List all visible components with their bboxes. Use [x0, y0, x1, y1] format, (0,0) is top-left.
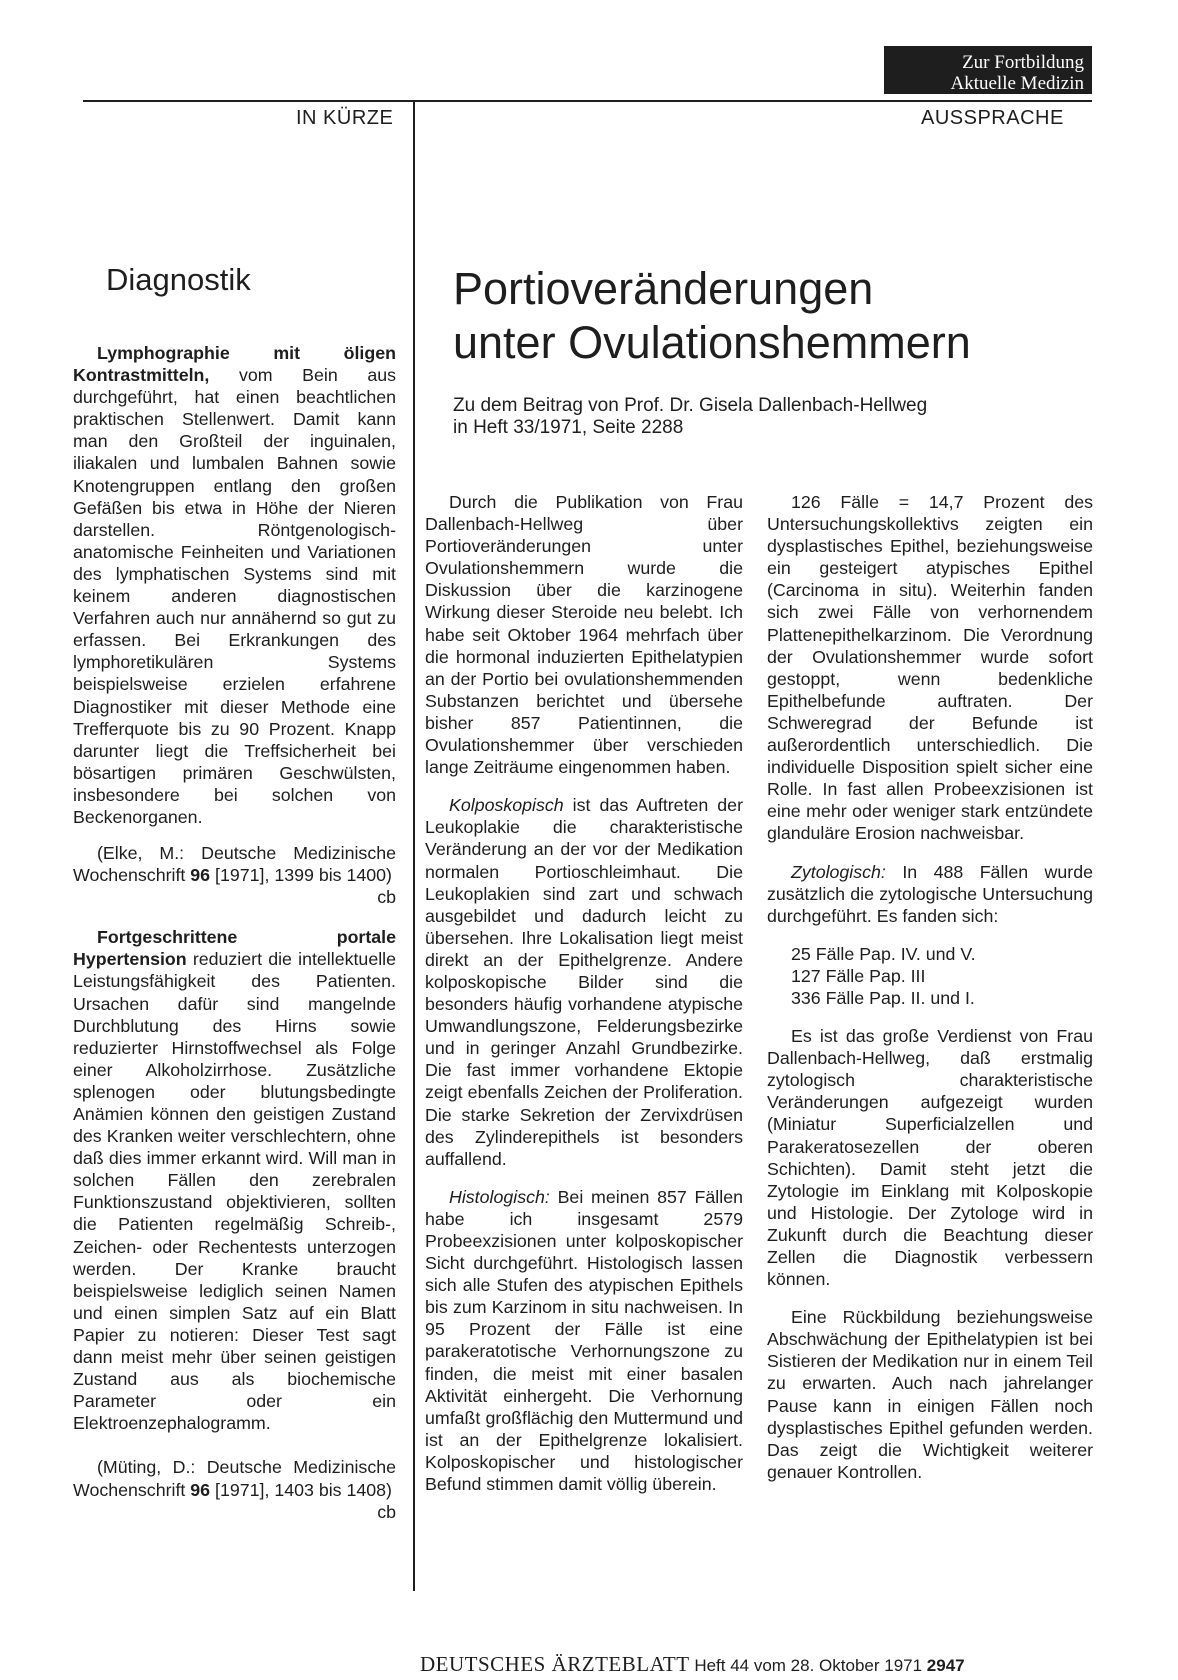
author-initials: cb [377, 887, 396, 908]
left-column [73, 342, 396, 1523]
paragraph: Kolposkopisch ist das Auftreten der Leukoplakie die charakteristische Veränderung an der vor der Medikation normalen Portioschleimhaut. Die Leukoplakien sind zart und schwach ausgebildet und dadurch leicht zu übersehen. Ihre Lokalisation liegt meist direkt an der Epithelgrenze. Andere kolposkopische Bilder sind die besonders häufig vorhandene atypische Umwandlungszone, Felderungsbezirke und in geringer Anzahl Grundbezirke. Die fast immer vorhandene Ektopie zeigt ebenfalls Zeichen der Proliferation. Die starke Sekretion der Zervixdrüsen des Zylinderepithels ist besonders auffallend. [425, 795, 743, 1169]
header-rule [83, 100, 1092, 102]
citation-2: (Müting, D.: Deutsche Medizinische Wochenschrift 96 [1971], 1403 bis 1408) cb [73, 1457, 396, 1522]
issue-info: Heft 44 vom 28. Oktober 1971 [694, 1656, 923, 1675]
list-item: 336 Fälle Pap. II. und I. [791, 987, 975, 1008]
article-column-2 [767, 491, 1093, 1483]
item-text: reduziert die intellektuelle Leistungsfähigkeit des Patienten. Ursachen dafür sind mangelnde Durchblutung des Hirns sowie reduzierter Hirnstoffwechsel als Folge einer Alkoholzirrhose. Zusätzliche splenogen oder blutungsbedingte Anämien können den geistigen Zustand des Kranken weiter verschlechtern, ohne daß dies immer erkannt wird. Will man in solchen Fällen den zerebralen Funktionszustand objektivieren, sollten die Patienten regelmäßig Schreib-, Zeichen- oder Rechentests unterzogen werden. Der Kranke braucht beispielsweise lediglich seinen Namen und einen simplen Satz auf ein Blatt Papier zu notieren: Dieser Test sagt dann meist mehr über seinen geistigen Zustand aus als biochemische Parameter oder ein Elektroenzephalogramm. [73, 949, 396, 1434]
left-heading: Diagnostik [106, 262, 251, 297]
title-line-2: unter Ovulationshemmern [453, 317, 971, 368]
paragraph: Durch die Publikation von Frau Dallenbach-Hellweg über Portioveränderungen unter Ovulationshemmern wurde die Diskussion über die karzinogene Wirkung dieser Steroide neu belebt. Ich habe seit Oktober 1964 mehrfach über die hormonal induzierten Epithelatypien an der Portio bei ovulationshemmenden Substanzen berichtet und übersehe bisher 857 Patientinnen, die Ovulationshemmer über verschieden lange Zeiträume eingenommen haben. [425, 492, 743, 778]
title-line-1: Portioveränderungen [453, 263, 874, 314]
page-footer [420, 1653, 965, 1677]
paragraph: Zytologisch: In 488 Fällen wurde zusätzlich die zytologische Untersuchung durchgeführt. Es fanden sich: [767, 861, 1093, 926]
author-initials: cb [377, 1501, 396, 1522]
rubric-line-2: Aktuelle Medizin [950, 73, 1084, 94]
paragraph: Histologisch: Bei meinen 857 Fällen habe ich insgesamt 2579 Probeexzisionen unter kolposkopischer Sicht durchgeführt. Histologisch lassen sich alle Stufen des atypischen Epithels bis zum Karzinom in situ nachweisen. In 95 Prozent der Fälle ist eine parakeratotische Verhornungszone zu finden, die meist mit einer basalen Aktivität einhergeht. Die Verhornung umfaßt großflächig den Muttermund und ist an der Epithelgrenze lokalisiert. Kolposkopischer und histologischer Befund stimmen damit völlig überein. [425, 1186, 743, 1495]
rubric-line-1: Zur Fortbildung [962, 52, 1084, 73]
article-column-1 [425, 491, 743, 1495]
item-text: vom Bein aus durchgeführt, hat einen beachtlichen praktischen Stellenwert. Damit kann man den Großteil der inguinalen, iliakalen und lumbalen Bahnen sowie Knotengruppen entlang den großen Gefäßen bis etwa in Höhe der Nieren darstellen. Röntgenologisch-anatomische Feinheiten und Variationen des lymphatischen Systems sind mit keinem anderen diagnostischen Verfahren auch nur annähernd so gut zu erfassen. Bei Erkrankungen des lymphoretikulären Systems beispielsweise erzielen erfahrene Diagnostiker mit dieser Methode eine Trefferquote bis zu 90 Prozent. Knapp darunter liegt die Treffsicherheit bei bösartigen primären Geschwülsten, insbesondere bei solchen von Beckenorganen. [73, 365, 396, 827]
section-label-right: AUSSPRACHE [921, 107, 1064, 129]
item-lead: Fortgeschrittene portale Hypertension [73, 927, 396, 970]
list-item: 127 Fälle Pap. III [791, 965, 926, 986]
list-item: 25 Fälle Pap. IV. und V. [791, 943, 976, 964]
citation-1: (Elke, M.: Deutsche Medizinische Wochenschrift 96 [1971], 1399 bis 1400) cb [73, 843, 396, 908]
paragraph: Es ist das große Verdienst von Frau Dallenbach-Hellweg, daß erstmalig zytologisch charakteristische Veränderungen aufgezeigt wurden (Miniatur Superficialzellen und Parakeratosezellen der oberen Schichten). Damit steht jetzt die Zytologie im Einklang mit Kolposkopie und Histologie. Der Zytologe wird in Zukunft durch die Beachtung dieser Zellen die Diagnostik verbessern können. [767, 1026, 1093, 1290]
masthead: DEUTSCHES ÄRZTEBLATT [420, 1652, 690, 1676]
article-title [453, 262, 971, 370]
item-lead: Lymphographie mit öligen Kontrastmitteln, [73, 343, 396, 386]
page-number: 2947 [926, 1656, 965, 1675]
column-divider [413, 101, 415, 1591]
paragraph: 126 Fälle = 14,7 Prozent des Untersuchungskollektivs zeigten ein dysplastisches Epithel, beziehungsweise ein gesteigert atypisches Epithel (Carcinoma in situ). Weiterhin fanden sich zwei Fälle von verhornendem Plattenepithelkarzinom. Die Verordnung der Ovulationshemmer wurde sofort gestoppt, wenn bedenkliche Epithelbefunde auftraten. Der Schweregrad der Befunde ist außerordentlich unterschiedlich. Die individuelle Disposition spielt sicher eine Rolle. In fast allen Probeexzisionen ist eine mehr oder weniger stark entzündete glanduläre Erosion nachweisbar. [767, 492, 1093, 844]
article-subtitle: Zu dem Beitrag von Prof. Dr. Gisela Dallenbach-Hellweg in Heft 33/1971, Seite 2288 [453, 395, 928, 438]
news-item-hypertension [73, 926, 396, 1434]
rubric-badge [884, 46, 1092, 94]
cytology-results-list [767, 943, 1093, 1009]
section-label-left: IN KÜRZE [296, 107, 394, 129]
paragraph: Eine Rückbildung beziehungsweise Abschwächung der Epithelatypien ist bei Sistieren der Medikation nur in einem Teil zu erwarten. Auch nach jahrelanger Pause kann in einigen Fällen noch dysplastisches Epithel gefunden werden. Das zeigt die Wichtigkeit weiterer genauer Kontrollen. [767, 1307, 1093, 1482]
news-item-lymphographie [73, 342, 396, 828]
